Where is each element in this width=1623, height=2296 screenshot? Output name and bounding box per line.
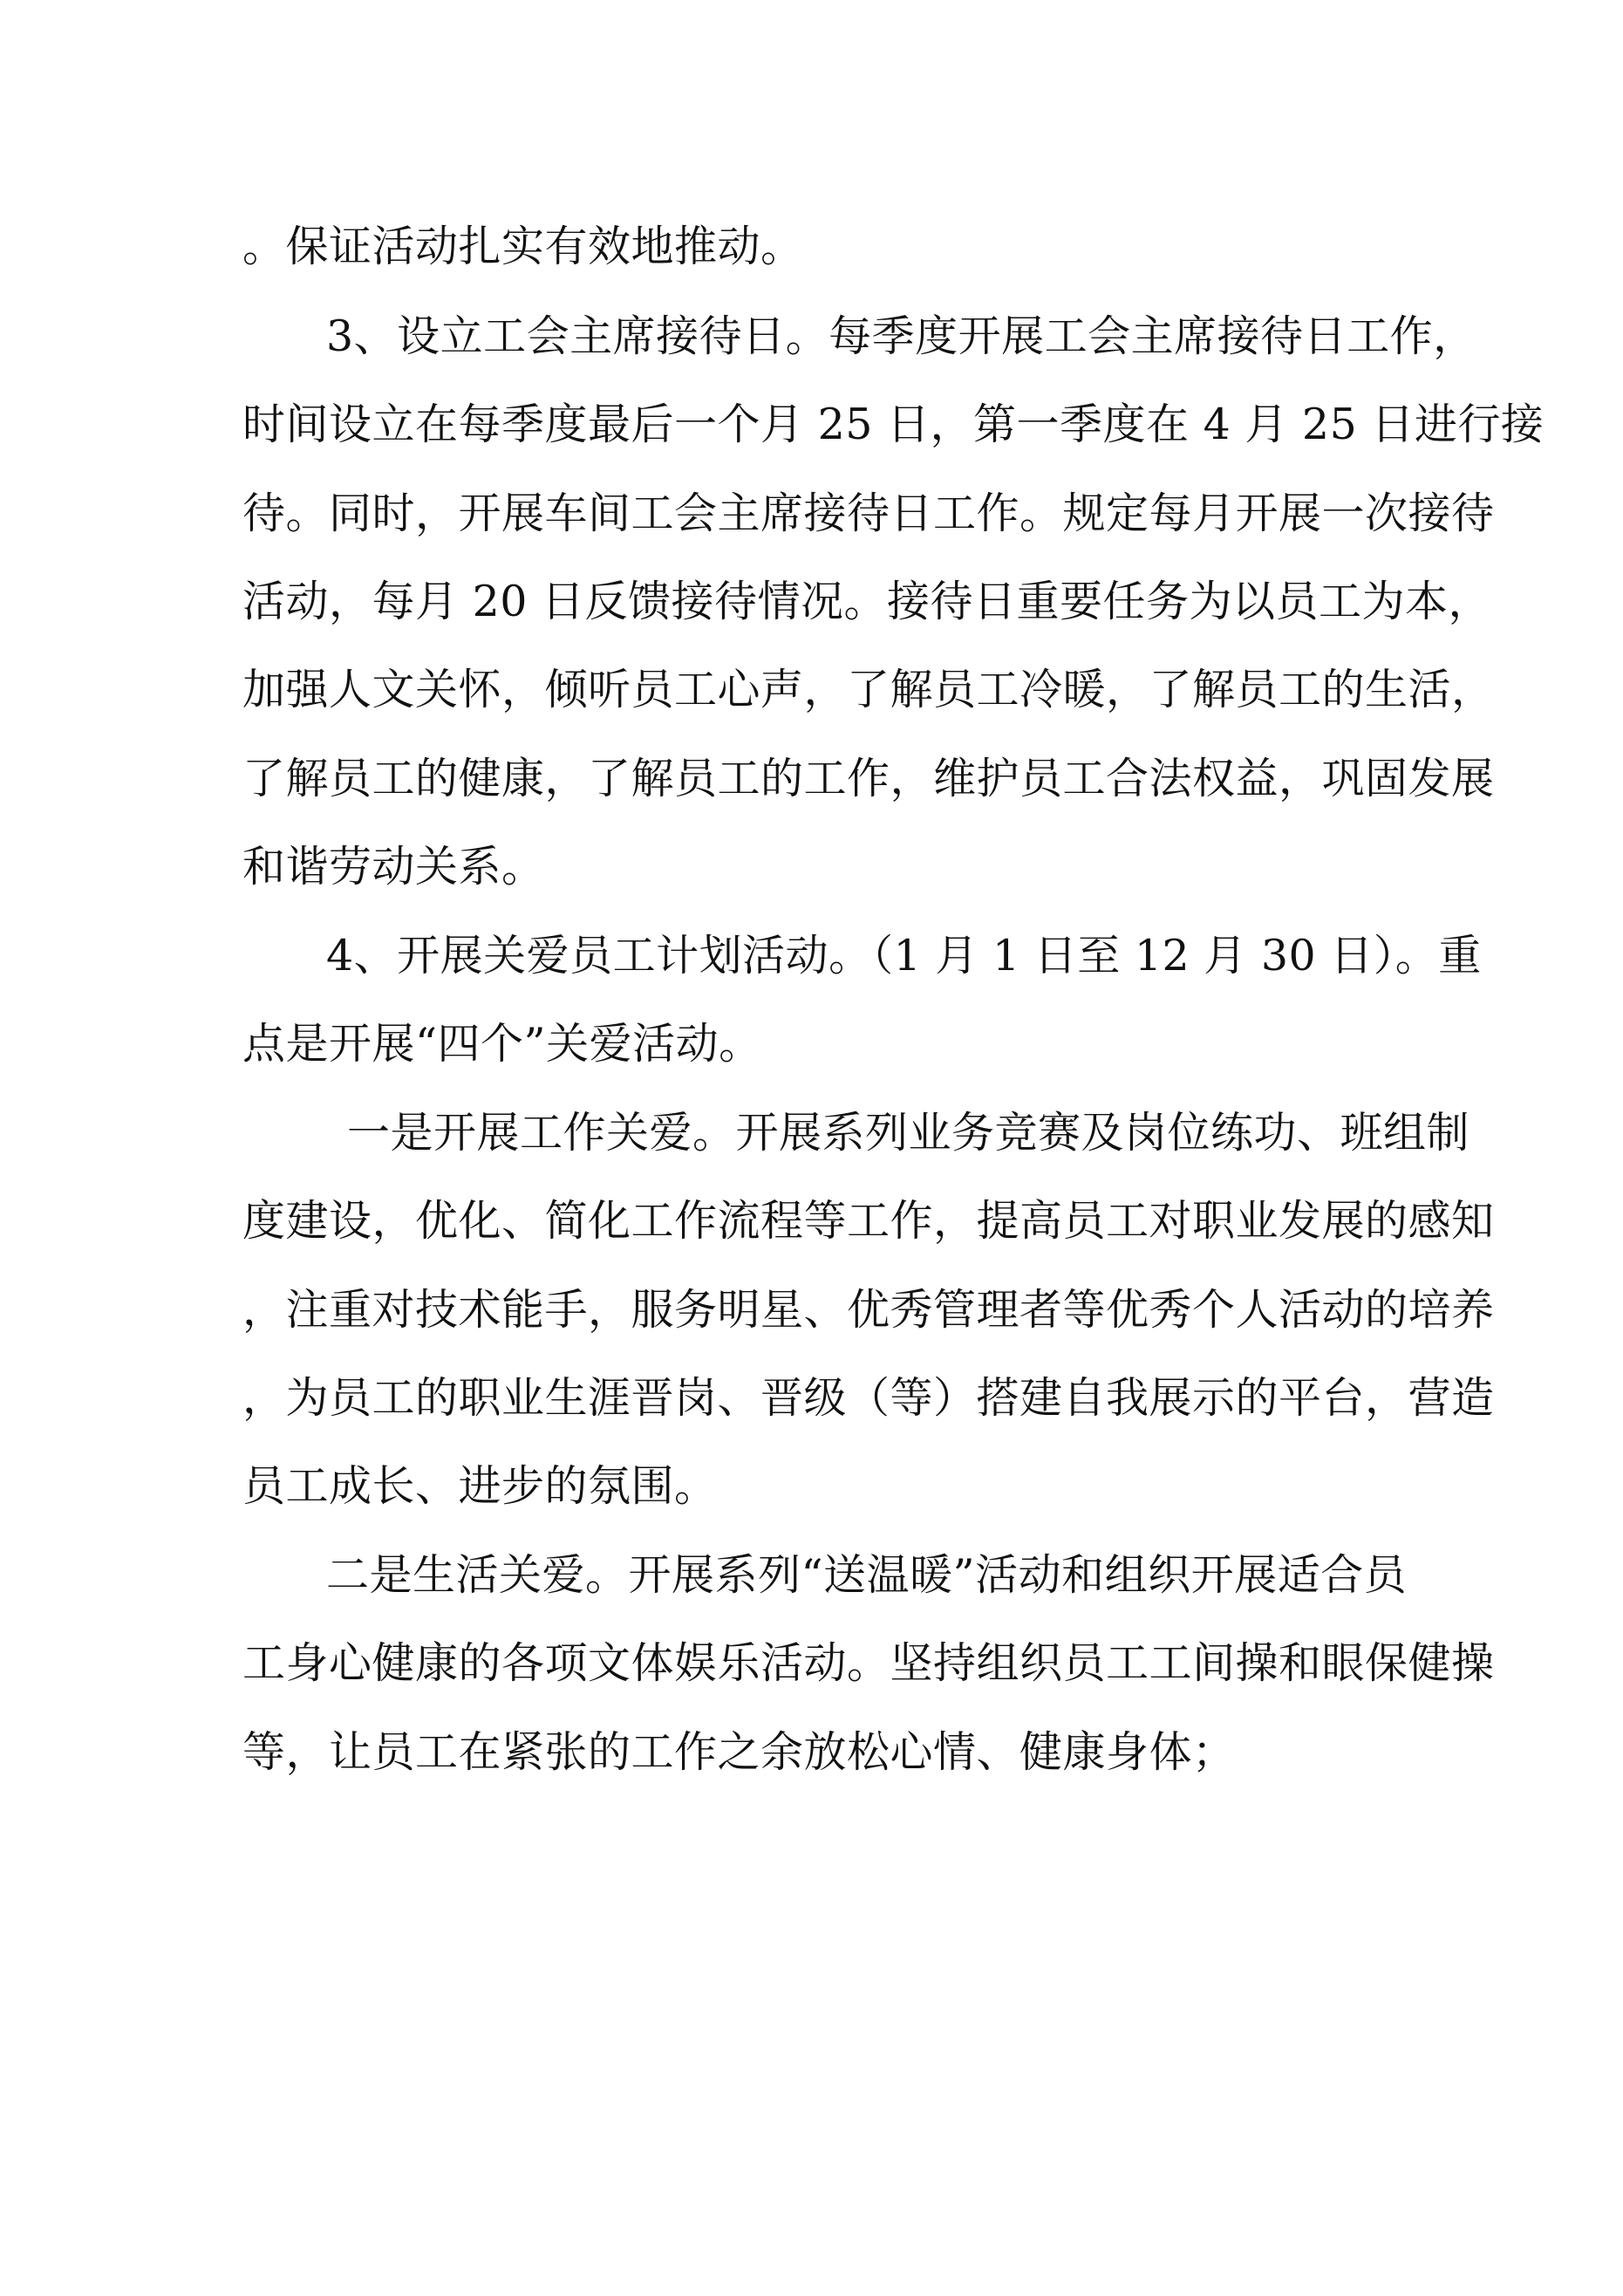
text-line: 一是开展工作关爱。开展系列业务竞赛及岗位练功、班组制 xyxy=(347,1108,1470,1158)
text-line: 度建设，优化、简化工作流程等工作，提高员工对职业发展的感知 xyxy=(242,1196,1495,1246)
text-line: 了解员工的健康，了解员工的工作，维护员工合法权益，巩固发展 xyxy=(242,754,1495,803)
text-line: 工身心健康的各项文体娱乐活动。坚持组织员工工间操和眼保健操 xyxy=(242,1638,1495,1688)
text-line: 待。同时，开展车间工会主席接待日工作。规定每月开展一次接待 xyxy=(242,489,1495,538)
text-line: 和谐劳动关系。 xyxy=(242,842,545,892)
text-line: 时间设立在每季度最后一个月 25 日，第一季度在 4 月 25 日进行接 xyxy=(242,400,1545,449)
text-line: 点是开展“四个”关爱活动。 xyxy=(242,1019,762,1069)
text-line: 3、设立工会主席接待日。每季度开展工会主席接待日工作， xyxy=(326,311,1476,361)
text-line: 等，让员工在紧张的工作之余放松心情、健康身体； xyxy=(242,1727,1236,1777)
text-line: ，注重对技术能手，服务明星、优秀管理者等优秀个人活动的培养 xyxy=(242,1285,1495,1335)
text-line: 4、开展关爱员工计划活动。（1 月 1 日至 12 月 30 日）。重 xyxy=(326,931,1482,981)
text-line: 加强人文关怀，倾听员工心声，了解员工冷暖，了解员工的生活， xyxy=(242,665,1495,714)
text-line: 活动，每月 20 日反馈接待情况。接待日重要任务为以员工为本， xyxy=(242,577,1492,626)
text-line: 员工成长、进步的氛围。 xyxy=(242,1461,718,1511)
text-line: 。保证活动扎实有效地推动。 xyxy=(242,222,804,271)
text-line: ，为员工的职业生涯晋岗、晋级（等）搭建自我展示的平台，营造 xyxy=(242,1373,1495,1423)
text-line: 二是生活关爱。开展系列“送温暖”活动和组织开展适合员 xyxy=(326,1550,1408,1600)
